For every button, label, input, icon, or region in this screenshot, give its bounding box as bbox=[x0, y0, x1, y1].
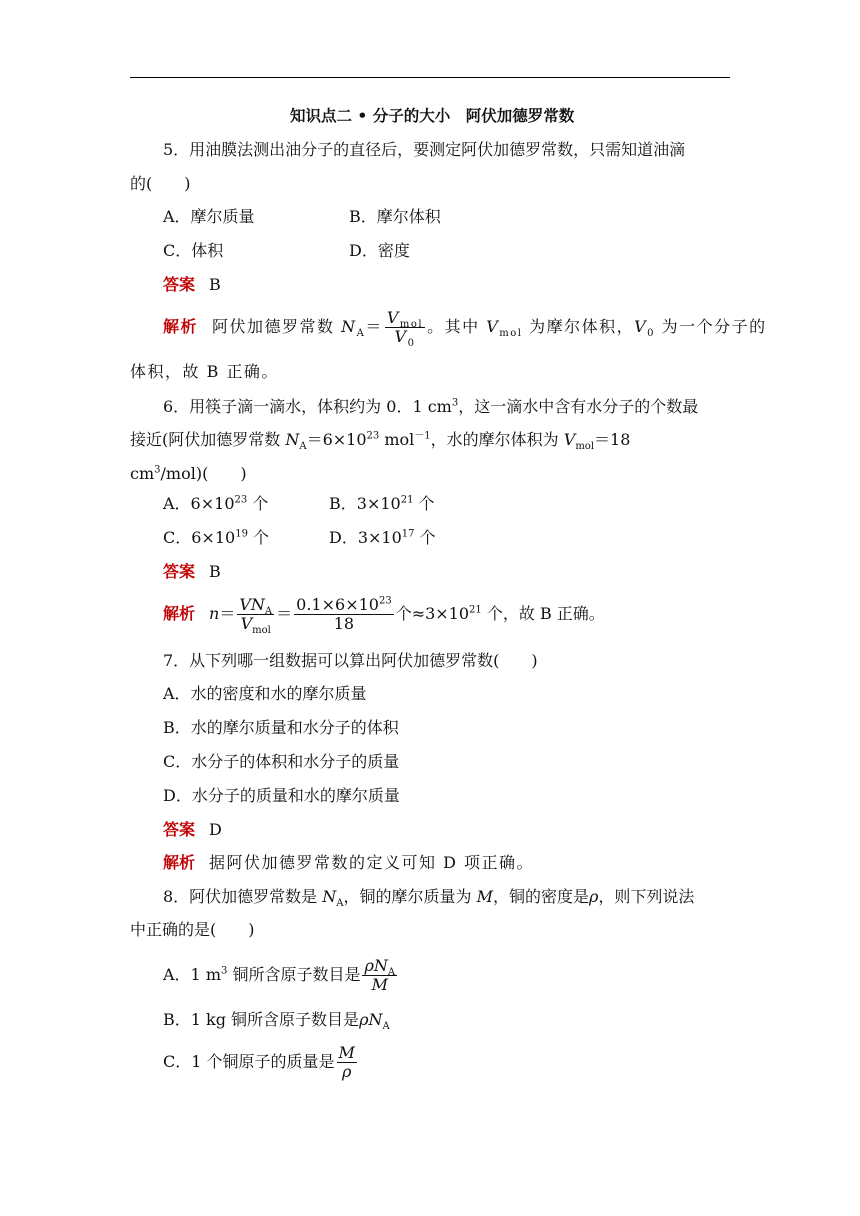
header-rule bbox=[130, 77, 730, 78]
q5-option-d: D．密度 bbox=[349, 241, 410, 260]
q7-answer bbox=[163, 820, 222, 840]
q6-stem-line2: 接近(阿伏加德罗常数 $N_A=6\times 10^{23}$ mol$^{-1}$，水的摩尔体积为 $V_{mol}=18$ bbox=[130, 430, 631, 453]
q6-stem-line3: $cm^3/mol$)( ) bbox=[130, 464, 247, 483]
q5-answer bbox=[163, 275, 221, 295]
q6-option-b: B．$3\times 10^{21}$ 个 bbox=[329, 494, 435, 513]
q6-answer bbox=[163, 562, 221, 582]
q6-analysis: 解析 n＝ $\frac{VN_A}{V_{mol}}$ ＝ $\frac{0.1\times 6\times 10^{23}}{18}$ 个$\approx 3\times 10^{21}$ 个，故 B 正确。 bbox=[163, 595, 605, 637]
q7-analysis: 解析 据阿伏加德罗常数的定义可知 D 项正确。 bbox=[163, 853, 535, 872]
q5-option-b: B．摩尔体积 bbox=[349, 207, 441, 226]
q7-option-c: C．水分子的体积和水分子的质量 bbox=[163, 752, 400, 771]
q5-analysis-line2: 体积，故 B 正确。 bbox=[130, 362, 279, 381]
q8-option-c: C．1 个铜原子的质量是 $\frac{M}{\rho}$ bbox=[163, 1043, 355, 1081]
q7-option-a: A．水的密度和水的摩尔质量 bbox=[163, 684, 367, 703]
q8-option-a: A．1 $m^3$ 铜所含原子数目是 $\frac{\rho N_A}{M}$ bbox=[163, 956, 396, 994]
q5-answer-value: B bbox=[209, 275, 221, 294]
q7-option-b: B．水的摩尔质量和水分子的体积 bbox=[163, 718, 399, 737]
q6-option-c: C．$6\times 10^{19}$ 个 bbox=[163, 528, 270, 547]
q6-fraction-1: $\frac{VN_A}{V_{mol}}$ bbox=[239, 595, 273, 637]
q6-answer-value: B bbox=[209, 562, 221, 581]
q7-answer-value: D bbox=[209, 820, 222, 839]
answer-label: 答案 bbox=[163, 562, 196, 581]
q7-stem: 7．从下列哪一组数据可以算出阿伏加德罗常数( ) bbox=[163, 651, 538, 670]
q6-option-a: A．$6\times 10^{23}$ 个 bbox=[163, 494, 269, 513]
q5-stem-line1: 5．用油膜法测出油分子的直径后，要测定阿伏加德罗常数，只需知道油滴 bbox=[163, 140, 686, 159]
q5-option-a: A．摩尔质量 bbox=[163, 207, 255, 226]
q6-option-d: D．$3\times 10^{17}$ 个 bbox=[329, 528, 436, 547]
q8-fraction-a: $\frac{\rho N_A}{M}$ bbox=[364, 956, 396, 994]
answer-label: 答案 bbox=[163, 820, 196, 839]
q5-fraction: $\frac{V_{mol}}{V_0}$ bbox=[386, 308, 424, 350]
q5-option-c: C．体积 bbox=[163, 241, 224, 260]
q7-option-d: D．水分子的质量和水的摩尔质量 bbox=[163, 786, 400, 805]
analysis-label: 解析 bbox=[163, 604, 196, 623]
analysis-label: 解析 bbox=[163, 853, 196, 872]
analysis-label: 解析 bbox=[163, 317, 199, 336]
q5-analysis-line1: 解析 阿伏加德罗常数 $N_A=$ $\frac{V_{mol}}{V_0}$ 。其中 $V_{mol}$ 为摩尔体积，$V_0$ 为一个分子的 bbox=[163, 308, 767, 350]
q6-fraction-2: $\frac{0.1\times 6\times 10^{23}}{18}$ bbox=[296, 595, 392, 633]
q5-stem-line2: 的( ) bbox=[130, 174, 191, 193]
q8-stem-line2: 中正确的是( ) bbox=[130, 920, 255, 939]
q8-fraction-c: $\frac{M}{\rho}$ bbox=[338, 1043, 355, 1081]
section-title: 知识点二 • 分子的大小 阿伏加德罗常数 bbox=[290, 107, 575, 125]
q8-option-b: B．1 kg 铜所含原子数目是$\rho N_A$ bbox=[163, 1010, 390, 1033]
q6-stem-line1: 6．用筷子滴一滴水，体积约为 0．1 $cm^3$，这一滴水中含有水分子的个数最 bbox=[163, 397, 699, 416]
q8-stem-line1: 8．阿伏加德罗常数是 $N_A$，铜的摩尔质量为 M，铜的密度是ρ，则下列说法 bbox=[163, 887, 695, 910]
answer-label: 答案 bbox=[163, 275, 196, 294]
